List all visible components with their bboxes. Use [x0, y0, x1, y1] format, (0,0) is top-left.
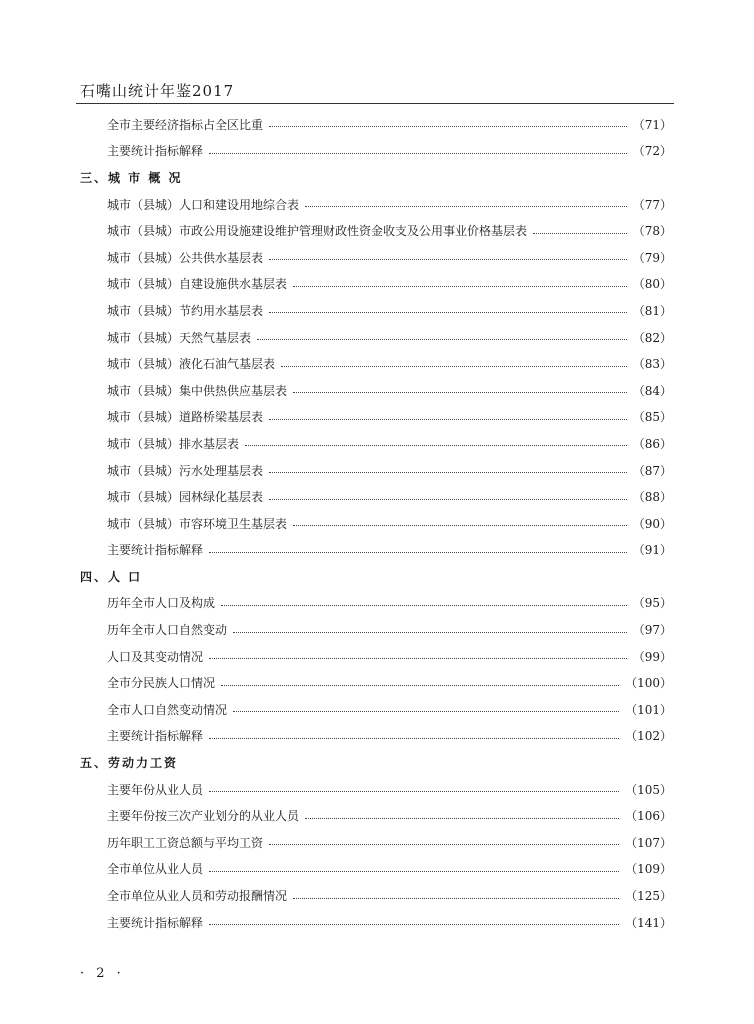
toc-entry-page: （141） [625, 915, 672, 930]
dot-leader [269, 843, 619, 845]
toc-section-heading: 五、劳动力工资 [80, 756, 179, 771]
toc-entry-page: （85） [632, 410, 672, 425]
dot-leader [269, 258, 627, 260]
toc-entry-page: （95） [632, 596, 672, 611]
toc-entry-label: 全市人口自然变动情况 [107, 702, 228, 717]
dot-leader [209, 551, 627, 553]
toc-section-heading: 四、人 口 [80, 569, 143, 584]
toc-entry[interactable] [0, 297, 672, 324]
toc-entry-label: 主要统计指标解释 [107, 915, 204, 930]
dot-leader [269, 471, 627, 473]
toc-entry-page: （97） [632, 623, 672, 638]
toc-entry-page: （87） [632, 463, 672, 478]
toc-entry[interactable] [0, 696, 672, 723]
dot-leader [221, 684, 619, 686]
dot-leader [269, 311, 627, 313]
dot-leader [209, 737, 619, 739]
dot-leader [293, 897, 619, 899]
toc-entry-label: 历年职工工资总额与平均工资 [107, 835, 264, 850]
toc-entry-page: （78） [632, 224, 672, 239]
toc-entry-label: 全市单位从业人员和劳动报酬情况 [107, 889, 288, 904]
toc-entry-label: 城市（县城）园林绿化基层表 [107, 490, 264, 505]
toc-entry-page: （79） [632, 250, 672, 265]
toc-entry-label: 历年全市人口及构成 [107, 596, 216, 611]
table-of-contents [0, 111, 754, 935]
toc-entry-page: （107） [625, 835, 672, 850]
toc-entry[interactable] [0, 271, 672, 298]
toc-entry-page: （125） [625, 889, 672, 904]
dot-leader [305, 817, 619, 819]
toc-entry[interactable] [0, 669, 672, 696]
toc-entry-label: 城市（县城）污水处理基层表 [107, 463, 264, 478]
header-divider [76, 103, 674, 104]
page-number: · 2 · [80, 966, 125, 981]
toc-entry[interactable] [0, 829, 672, 856]
dot-leader [209, 790, 619, 792]
toc-entry-page: （99） [632, 649, 672, 664]
toc-entry[interactable] [0, 723, 672, 750]
toc-entry[interactable] [0, 537, 672, 564]
toc-entry-label: 全市主要经济指标占全区比重 [107, 117, 264, 132]
toc-entry-page: （101） [625, 702, 672, 717]
toc-entry-page: （84） [632, 383, 672, 398]
toc-entry[interactable] [0, 138, 672, 165]
dot-leader [269, 125, 627, 127]
toc-entry-page: （77） [632, 197, 672, 212]
toc-entry[interactable] [0, 802, 672, 829]
toc-entry[interactable] [0, 457, 672, 484]
toc-section-heading: 三、城 市 概 况 [80, 170, 183, 185]
dot-leader [281, 365, 627, 367]
running-header-title: 石嘴山统计年鉴2017 [80, 82, 235, 100]
dot-leader [233, 631, 627, 633]
toc-entry-label: 主要统计指标解释 [107, 543, 204, 558]
toc-entry-label: 主要年份按三次产业划分的从业人员 [107, 809, 300, 824]
toc-entry[interactable] [0, 590, 672, 617]
toc-entry[interactable] [0, 377, 672, 404]
toc-entry-label: 城市（县城）排水基层表 [107, 436, 240, 451]
toc-entry[interactable] [0, 324, 672, 351]
toc-entry-page: （100） [625, 676, 672, 691]
dot-leader [209, 870, 619, 872]
toc-entry-page: （90） [632, 516, 672, 531]
toc-entry[interactable] [0, 483, 672, 510]
toc-entry-label: 城市（县城）人口和建设用地综合表 [107, 197, 300, 212]
toc-entry-label: 城市（县城）集中供热供应基层表 [107, 383, 288, 398]
toc-entry[interactable] [0, 510, 672, 537]
dot-leader [533, 232, 627, 234]
dot-leader [257, 338, 627, 340]
toc-entry-page: （71） [632, 117, 672, 132]
dot-leader [269, 418, 627, 420]
toc-entry-page: （83） [632, 357, 672, 372]
toc-entry-label: 主要统计指标解释 [107, 144, 204, 159]
toc-entry-label: 城市（县城）道路桥梁基层表 [107, 410, 264, 425]
toc-entry[interactable] [0, 909, 672, 936]
toc-entry-label: 城市（县城）液化石油气基层表 [107, 357, 276, 372]
toc-entry[interactable] [0, 191, 672, 218]
dot-leader [209, 657, 627, 659]
toc-entry-label: 人口及其变动情况 [107, 649, 204, 664]
dot-leader [209, 923, 619, 925]
toc-entry[interactable] [0, 111, 672, 138]
toc-entry[interactable] [0, 217, 672, 244]
dot-leader [233, 710, 619, 712]
dot-leader [293, 285, 627, 287]
toc-entry-page: （102） [625, 729, 672, 744]
toc-entry[interactable] [0, 350, 672, 377]
toc-entry-label: 全市单位从业人员 [107, 862, 204, 877]
dot-leader [293, 391, 627, 393]
toc-entry[interactable] [0, 244, 672, 271]
toc-entry[interactable] [0, 616, 672, 643]
toc-entry-page: （72） [632, 144, 672, 159]
dot-leader [269, 498, 627, 500]
toc-entry-page: （86） [632, 436, 672, 451]
toc-entry-label: 主要统计指标解释 [107, 729, 204, 744]
toc-entry-label: 全市分民族人口情况 [107, 676, 216, 691]
toc-entry[interactable] [0, 882, 672, 909]
toc-entry-page: （80） [632, 277, 672, 292]
toc-entry[interactable] [0, 404, 672, 431]
toc-entry[interactable] [0, 643, 672, 670]
toc-entry-page: （105） [625, 782, 672, 797]
dot-leader [305, 205, 627, 207]
toc-entry-label: 城市（县城）节约用水基层表 [107, 303, 264, 318]
toc-entry-page: （109） [625, 862, 672, 877]
toc-entry-page: （88） [632, 490, 672, 505]
toc-entry-page: （91） [632, 543, 672, 558]
toc-entry[interactable] [0, 430, 672, 457]
toc-entry-label: 城市（县城）市政公用设施建设维护管理财政性资金收支及公用事业价格基层表 [107, 224, 528, 239]
dot-leader [221, 604, 627, 606]
toc-entry-label: 城市（县城）市容环境卫生基层表 [107, 516, 288, 531]
toc-entry-page: （81） [632, 303, 672, 318]
toc-entry-page: （82） [632, 330, 672, 345]
toc-entry-label: 城市（县城）自建设施供水基层表 [107, 277, 288, 292]
toc-entry-label: 城市（县城）公共供水基层表 [107, 250, 264, 265]
toc-entry-label: 历年全市人口自然变动 [107, 623, 228, 638]
dot-leader [209, 152, 627, 154]
toc-entry-label: 城市（县城）天然气基层表 [107, 330, 252, 345]
toc-entry[interactable] [0, 776, 672, 803]
toc-entry[interactable] [0, 856, 672, 883]
toc-entry-page: （106） [625, 809, 672, 824]
dot-leader [293, 524, 627, 526]
toc-entry-label: 主要年份从业人员 [107, 782, 204, 797]
dot-leader [245, 444, 627, 446]
